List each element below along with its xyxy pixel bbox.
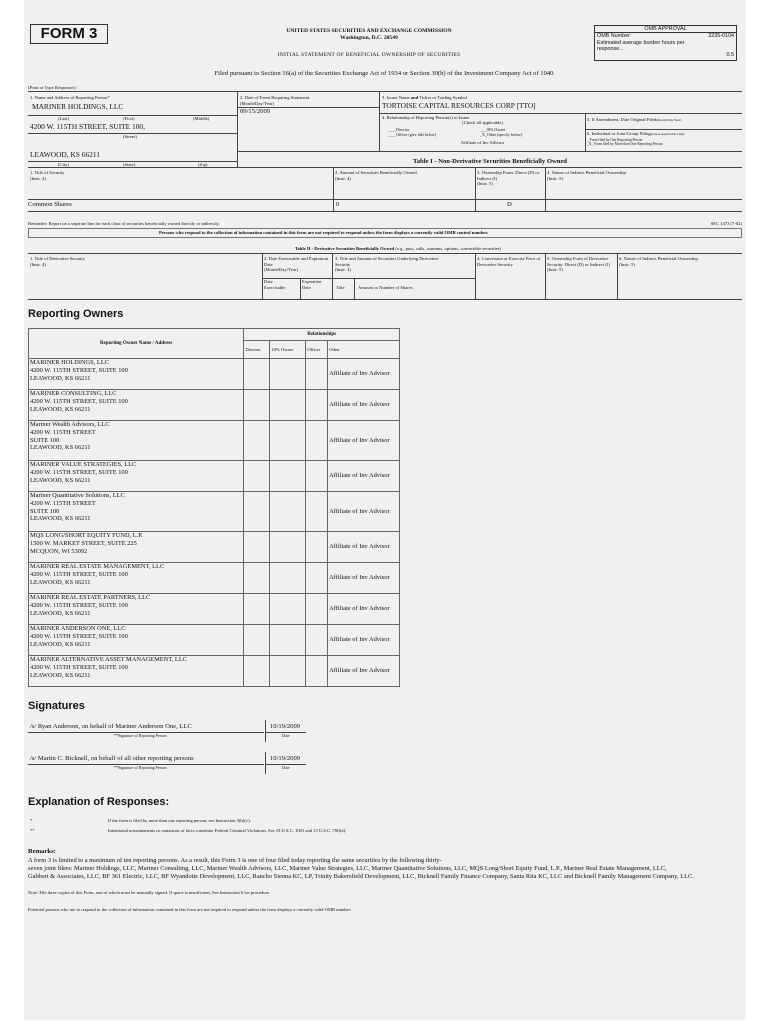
officer-checkbox[interactable]: ____Officer (give title below) bbox=[388, 132, 437, 137]
table1-title: Table I - Non-Derivative Securities Beneficially Owned bbox=[413, 158, 567, 165]
explanation-heading: Explanation of Responses: bbox=[28, 796, 170, 808]
table2-date-exercisable: Date Exercisable bbox=[264, 279, 286, 290]
remarks-label: Remarks: bbox=[28, 848, 56, 855]
potential-persons-note: Potential persons who are to respond to the collection of information contained in this form are not required to respond unless the form displays a currently valid OMB number. bbox=[28, 907, 352, 912]
remarks-line-1: A form 3 is limited to a maximum of ten reporting persons. As a result, this Form 3 is one of four filed today reporting the same securities by the following thirty- bbox=[28, 857, 442, 864]
owner-name-address: MARINER REAL ESTATE PARTNERS, LLC 4200 W. 115TH STREET, SUITE 100 LEAWOOD, KS 66211 bbox=[29, 594, 244, 625]
owner-ten-pct-cell bbox=[270, 532, 306, 563]
date-caption: Date bbox=[282, 765, 290, 770]
box2-label: 2. Date of Event Requiring Statement (Month/Day/Year) bbox=[240, 95, 310, 106]
table2-col1-header: 1. Title of Derivative Security (Instr. 4) bbox=[30, 256, 85, 267]
other-checkbox[interactable]: _X_Other (specify below) bbox=[480, 132, 522, 137]
reminder-text: Reminder: Report on a separate line for each class of securities beneficially owned directly or indirectly. bbox=[28, 221, 220, 226]
ten-pct-owner-header: 10% Owner bbox=[270, 341, 306, 359]
owner-row bbox=[29, 359, 400, 390]
issuer-name: TORTOISE CAPITAL RESOURCES CORP [TTO] bbox=[382, 101, 536, 110]
filing-one-person-option[interactable]: _ Form filed by One Reporting Person bbox=[587, 137, 643, 142]
event-date-value: 09/15/2009 bbox=[240, 108, 271, 115]
signature-caption: **Signature of Reporting Person bbox=[114, 765, 167, 770]
note-mark: * bbox=[30, 818, 33, 823]
file-copies-note: Note: File three copies of this Form, one of which must be manually signed. If space is insufficient, See Instruction 6 for procedure. bbox=[28, 890, 271, 895]
omb-approval-box bbox=[594, 25, 737, 61]
form-title-box bbox=[30, 24, 108, 44]
form-title: FORM 3 bbox=[40, 25, 98, 42]
event-date-box bbox=[238, 91, 379, 151]
owner-name-address: Mariner Quantitative Solutions, LLC 4200 W. 115TH STREET SUITE 100 LEAWOOD, KS 66211 bbox=[29, 492, 244, 532]
other-header: Other bbox=[328, 341, 400, 359]
col-city: (City) bbox=[58, 162, 69, 167]
owner-officer-cell bbox=[306, 594, 328, 625]
owner-other-cell: Affiliate of Inv Advisor bbox=[328, 625, 400, 656]
owner-other-cell: Affiliate of Inv Advisor bbox=[328, 359, 400, 390]
owner-other-cell: Affiliate of Inv Advisor bbox=[328, 390, 400, 421]
table2-title: Table II - Derivative Securities Beneficially Owned (e.g., puts, calls, warrants, options, convertible securities) bbox=[294, 246, 502, 251]
owner-officer-cell bbox=[306, 461, 328, 492]
table2-underlying-amount: Amount or Number of Shares bbox=[358, 285, 413, 290]
filing-multi-person-option[interactable]: _X_ Form filed by More than One Reporting Person bbox=[587, 142, 663, 147]
table1-col4-header: 4. Nature of Indirect Beneficial Ownership (Instr. 5) bbox=[547, 170, 626, 181]
filing-type-box bbox=[587, 131, 742, 147]
owner-other-cell: Affiliate of Inv Advisor bbox=[328, 532, 400, 563]
owner-name-address: MARINER HOLDINGS, LLC 4200 W. 115TH STREET, SUITE 100 LEAWOOD, KS 66211 bbox=[29, 359, 244, 390]
owner-director-cell bbox=[244, 656, 270, 687]
owner-director-cell bbox=[244, 532, 270, 563]
owner-name-address: MARINER CONSULTING, LLC 4200 W. 115TH STREET, SUITE 100 LEAWOOD, KS 66211 bbox=[29, 390, 244, 421]
ownership-form-cell: D bbox=[507, 201, 512, 208]
signature-text: /s/ Martin C. Bicknell, on behalf of all other reporting persons bbox=[30, 755, 194, 762]
owner-ten-pct-cell bbox=[270, 594, 306, 625]
col-state: (State) bbox=[123, 162, 136, 167]
omb-notice: Persons who respond to the collection of information contained in this form are not required to respond unless the form displays a currently valid OMB control number. bbox=[159, 230, 489, 235]
owner-other-cell: Affiliate of Inv Advisor bbox=[328, 421, 400, 461]
amendment-date-box: 5. If Amendment, Date Original Filed(Month/Day/Year) bbox=[587, 117, 682, 122]
remarks-line-2: seven joint filers: Mariner Holdings, LLC, Mariner Consulting, LLC, Mariner Wealth Advisors, LLC, Mariner Value Strategies, LLC, Mariner Quantitative Solutions, LLC, MQS Long/Short Equity Fund, L.P., Mariner Real Estate Management, LLC, bbox=[28, 865, 667, 872]
reporting-owners-heading: Reporting Owners bbox=[28, 308, 124, 320]
owner-officer-cell bbox=[306, 421, 328, 461]
owner-name-address: MQS LONG/SHORT EQUITY FUND, L.P. 1500 W. MARKET STREET, SUITE 225 MCQUON, WI 53092 bbox=[29, 532, 244, 563]
owner-director-cell bbox=[244, 461, 270, 492]
box1-label: 1. Name and Address of Reporting Person* bbox=[30, 95, 110, 100]
officer-header: Officer bbox=[306, 341, 328, 359]
owner-row bbox=[29, 625, 400, 656]
ten-pct-checkbox[interactable]: ___10% Owner bbox=[480, 127, 506, 132]
relationships-header: Relationships bbox=[244, 329, 400, 341]
col-last: (Last) bbox=[58, 116, 69, 121]
owner-name-address: MARINER ANDERSON ONE, LLC 4200 W. 115TH STREET, SUITE 100 LEAWOOD, KS 66211 bbox=[29, 625, 244, 656]
relationship-box bbox=[380, 113, 585, 151]
owner-name-address: MARINER VALUE STRATEGIES, LLC 4200 W. 115TH STREET, SUITE 100 LEAWOOD, KS 66211 bbox=[29, 461, 244, 492]
filed-pursuant-note: Filed pursuant to Section 16(a) of the Securities Exchange Act of 1934 or Section 30(h) of the Investment Company Act of 1940 bbox=[214, 70, 554, 77]
reporting-person-name: MARINER HOLDINGS, LLC bbox=[32, 102, 124, 111]
security-title-cell: Common Shares bbox=[28, 201, 72, 208]
owner-row bbox=[29, 563, 400, 594]
owner-row bbox=[29, 492, 400, 532]
owner-officer-cell bbox=[306, 625, 328, 656]
note-text: Intentional misstatements or omissions of facts constitute Federal Criminal Violations. See 18 U.S.C. 1001 and 15 U.S.C. 78ff(a). bbox=[108, 828, 347, 833]
owner-ten-pct-cell bbox=[270, 492, 306, 532]
box4-label: 4. Relationship of Reporting Person(s) to Issuer bbox=[382, 115, 470, 120]
owner-other-cell: Affiliate of Inv Advisor bbox=[328, 492, 400, 532]
signature-date: 10/19/2009 bbox=[270, 723, 301, 730]
omb-title: OMB APPROVAL bbox=[595, 26, 736, 33]
owner-other-cell: Affiliate of Inv Advisor bbox=[328, 594, 400, 625]
sec-form-code: SEC 1473 (7-02) bbox=[710, 221, 742, 226]
col-street: (Street) bbox=[123, 134, 137, 139]
owner-row bbox=[29, 656, 400, 687]
signature-text: /s/ Ryan Anderson, on behalf of Mariner Anderson One, LLC bbox=[30, 723, 192, 730]
owner-ten-pct-cell bbox=[270, 656, 306, 687]
signature-date: 10/19/2009 bbox=[270, 755, 301, 762]
table2-col6-header: 6. Nature of Indirect Beneficial Ownership (Instr. 5) bbox=[619, 256, 698, 267]
signature-caption: **Signature of Reporting Person bbox=[114, 733, 167, 738]
owner-officer-cell bbox=[306, 532, 328, 563]
col-zip: (Zip) bbox=[198, 162, 208, 167]
reporting-person-street: 4200 W. 115TH STREET, SUITE 100, bbox=[30, 122, 145, 131]
reporting-person-city: LEAWOOD, KS 66211 bbox=[30, 150, 100, 159]
reporting-owners-table bbox=[28, 328, 400, 687]
statement-title: INITIAL STATEMENT OF BENEFICIAL OWNERSHIP OF SECURITIES bbox=[277, 52, 461, 58]
owner-director-cell bbox=[244, 492, 270, 532]
other-title: Affiliate of Inv Advisor bbox=[460, 140, 505, 145]
box3-label: 3. Issuer Name and Ticker or Trading Symbol bbox=[382, 95, 468, 100]
omb-burden-value: 0.5 bbox=[726, 51, 734, 58]
col-first: (First) bbox=[123, 116, 135, 121]
owner-director-cell bbox=[244, 563, 270, 594]
owner-name-header: Reporting Owner Name / Address bbox=[29, 329, 244, 359]
table1-col3-header: 3. Ownership Form: Direct (D) or Indirect (I) (Instr. 5) bbox=[477, 170, 540, 187]
reporting-person-box bbox=[28, 91, 237, 167]
table2-col3-header: 3. Title and Amount of Securities Underlying Derivative Security (Instr. 4) bbox=[335, 256, 439, 273]
col-middle: (Middle) bbox=[193, 116, 210, 121]
table2-col4-header: 4. Conversion or Exercise Price of Derivative Security bbox=[477, 256, 541, 267]
date-caption: Date bbox=[282, 733, 290, 738]
owner-director-cell bbox=[244, 594, 270, 625]
owner-director-cell bbox=[244, 625, 270, 656]
signatures-heading: Signatures bbox=[28, 700, 85, 712]
owner-ten-pct-cell bbox=[270, 625, 306, 656]
omb-number-value: 3235-0104 bbox=[708, 33, 734, 40]
owner-other-cell: Affiliate of Inv Advisor bbox=[328, 461, 400, 492]
owner-officer-cell bbox=[306, 563, 328, 594]
owner-other-cell: Affiliate of Inv Advisor bbox=[328, 563, 400, 594]
owner-director-cell bbox=[244, 390, 270, 421]
table2-col2-header: 2. Date Exercisable and Expiration Date (Month/Day/Year) bbox=[264, 256, 329, 273]
form-page bbox=[24, 0, 746, 1020]
owner-other-cell: Affiliate of Inv Advisor bbox=[328, 656, 400, 687]
owner-ten-pct-cell bbox=[270, 461, 306, 492]
issuer-box bbox=[380, 91, 742, 113]
omb-burden-label: Estimated average burden hours per response... bbox=[597, 39, 685, 53]
director-header: Director bbox=[244, 341, 270, 359]
note-mark: ** bbox=[30, 828, 35, 833]
owner-officer-cell bbox=[306, 390, 328, 421]
table2-expiration-date: Expiration Date bbox=[302, 279, 322, 290]
table2-col5-header: 5. Ownership Form of Derivative Security: Direct (D) or Indirect (I) (Instr. 5) bbox=[547, 256, 610, 273]
box6-label: 6. Individual or Joint/Group Filing(Check Applicable Line) bbox=[587, 131, 685, 136]
table1-col2-header: 2. Amount of Securities Beneficially Owned (Instr. 4) bbox=[335, 170, 417, 181]
owner-row bbox=[29, 390, 400, 421]
owner-row bbox=[29, 461, 400, 492]
owner-officer-cell bbox=[306, 656, 328, 687]
note-text: If the form is filed by more than one reporting person, see Instruction 5(b)(v). bbox=[108, 818, 251, 823]
omb-number-label: OMB Number: bbox=[597, 33, 632, 40]
owner-name-address: Mariner Wealth Advisors, LLC 4200 W. 115TH STREET SUITE 100 LEAWOOD, KS 66211 bbox=[29, 421, 244, 461]
box4-check-all: (Check all applicable) bbox=[462, 120, 503, 125]
table1-col1-header: 1. Title of Security (Instr. 4) bbox=[30, 170, 65, 181]
security-amount-cell: 0 bbox=[336, 201, 340, 208]
print-note: (Print or Type Responses) bbox=[28, 85, 76, 90]
owner-director-cell bbox=[244, 421, 270, 461]
table2-underlying-title: Title bbox=[336, 285, 345, 290]
agency-location: Washington, D.C. 20549 bbox=[340, 35, 398, 41]
owner-row bbox=[29, 532, 400, 563]
owner-row bbox=[29, 421, 400, 461]
owner-officer-cell bbox=[306, 492, 328, 532]
owner-name-address: MARINER REAL ESTATE MANAGEMENT, LLC 4200 W. 115TH STREET, SUITE 100 LEAWOOD, KS 66211 bbox=[29, 563, 244, 594]
remarks-line-3: Gabbert & Associates, LLC, BF 361 Electric, LLC, BF Wyandotte Development, LLC, Rancho Sienna KC, LP, Trinity Bakersfield Development, LLC, Bicknell Family Finance Company, Santa Rita KC, LLC and Bicknell Family Management Company, LLC. bbox=[28, 873, 694, 880]
owner-director-cell bbox=[244, 359, 270, 390]
owner-ten-pct-cell bbox=[270, 421, 306, 461]
reporting-owners-rows bbox=[29, 359, 400, 687]
owner-officer-cell bbox=[306, 359, 328, 390]
owner-ten-pct-cell bbox=[270, 390, 306, 421]
owner-ten-pct-cell bbox=[270, 563, 306, 594]
owner-row bbox=[29, 594, 400, 625]
agency-name: UNITED STATES SECURITIES AND EXCHANGE COMMISSION bbox=[286, 28, 452, 34]
director-checkbox[interactable]: ____Director bbox=[388, 127, 410, 132]
owner-ten-pct-cell bbox=[270, 359, 306, 390]
owner-name-address: MARINER ALTERNATIVE ASSET MANAGEMENT, LLC 4200 W. 115TH STREET, SUITE 100 LEAWOOD, KS 66211 bbox=[29, 656, 244, 687]
